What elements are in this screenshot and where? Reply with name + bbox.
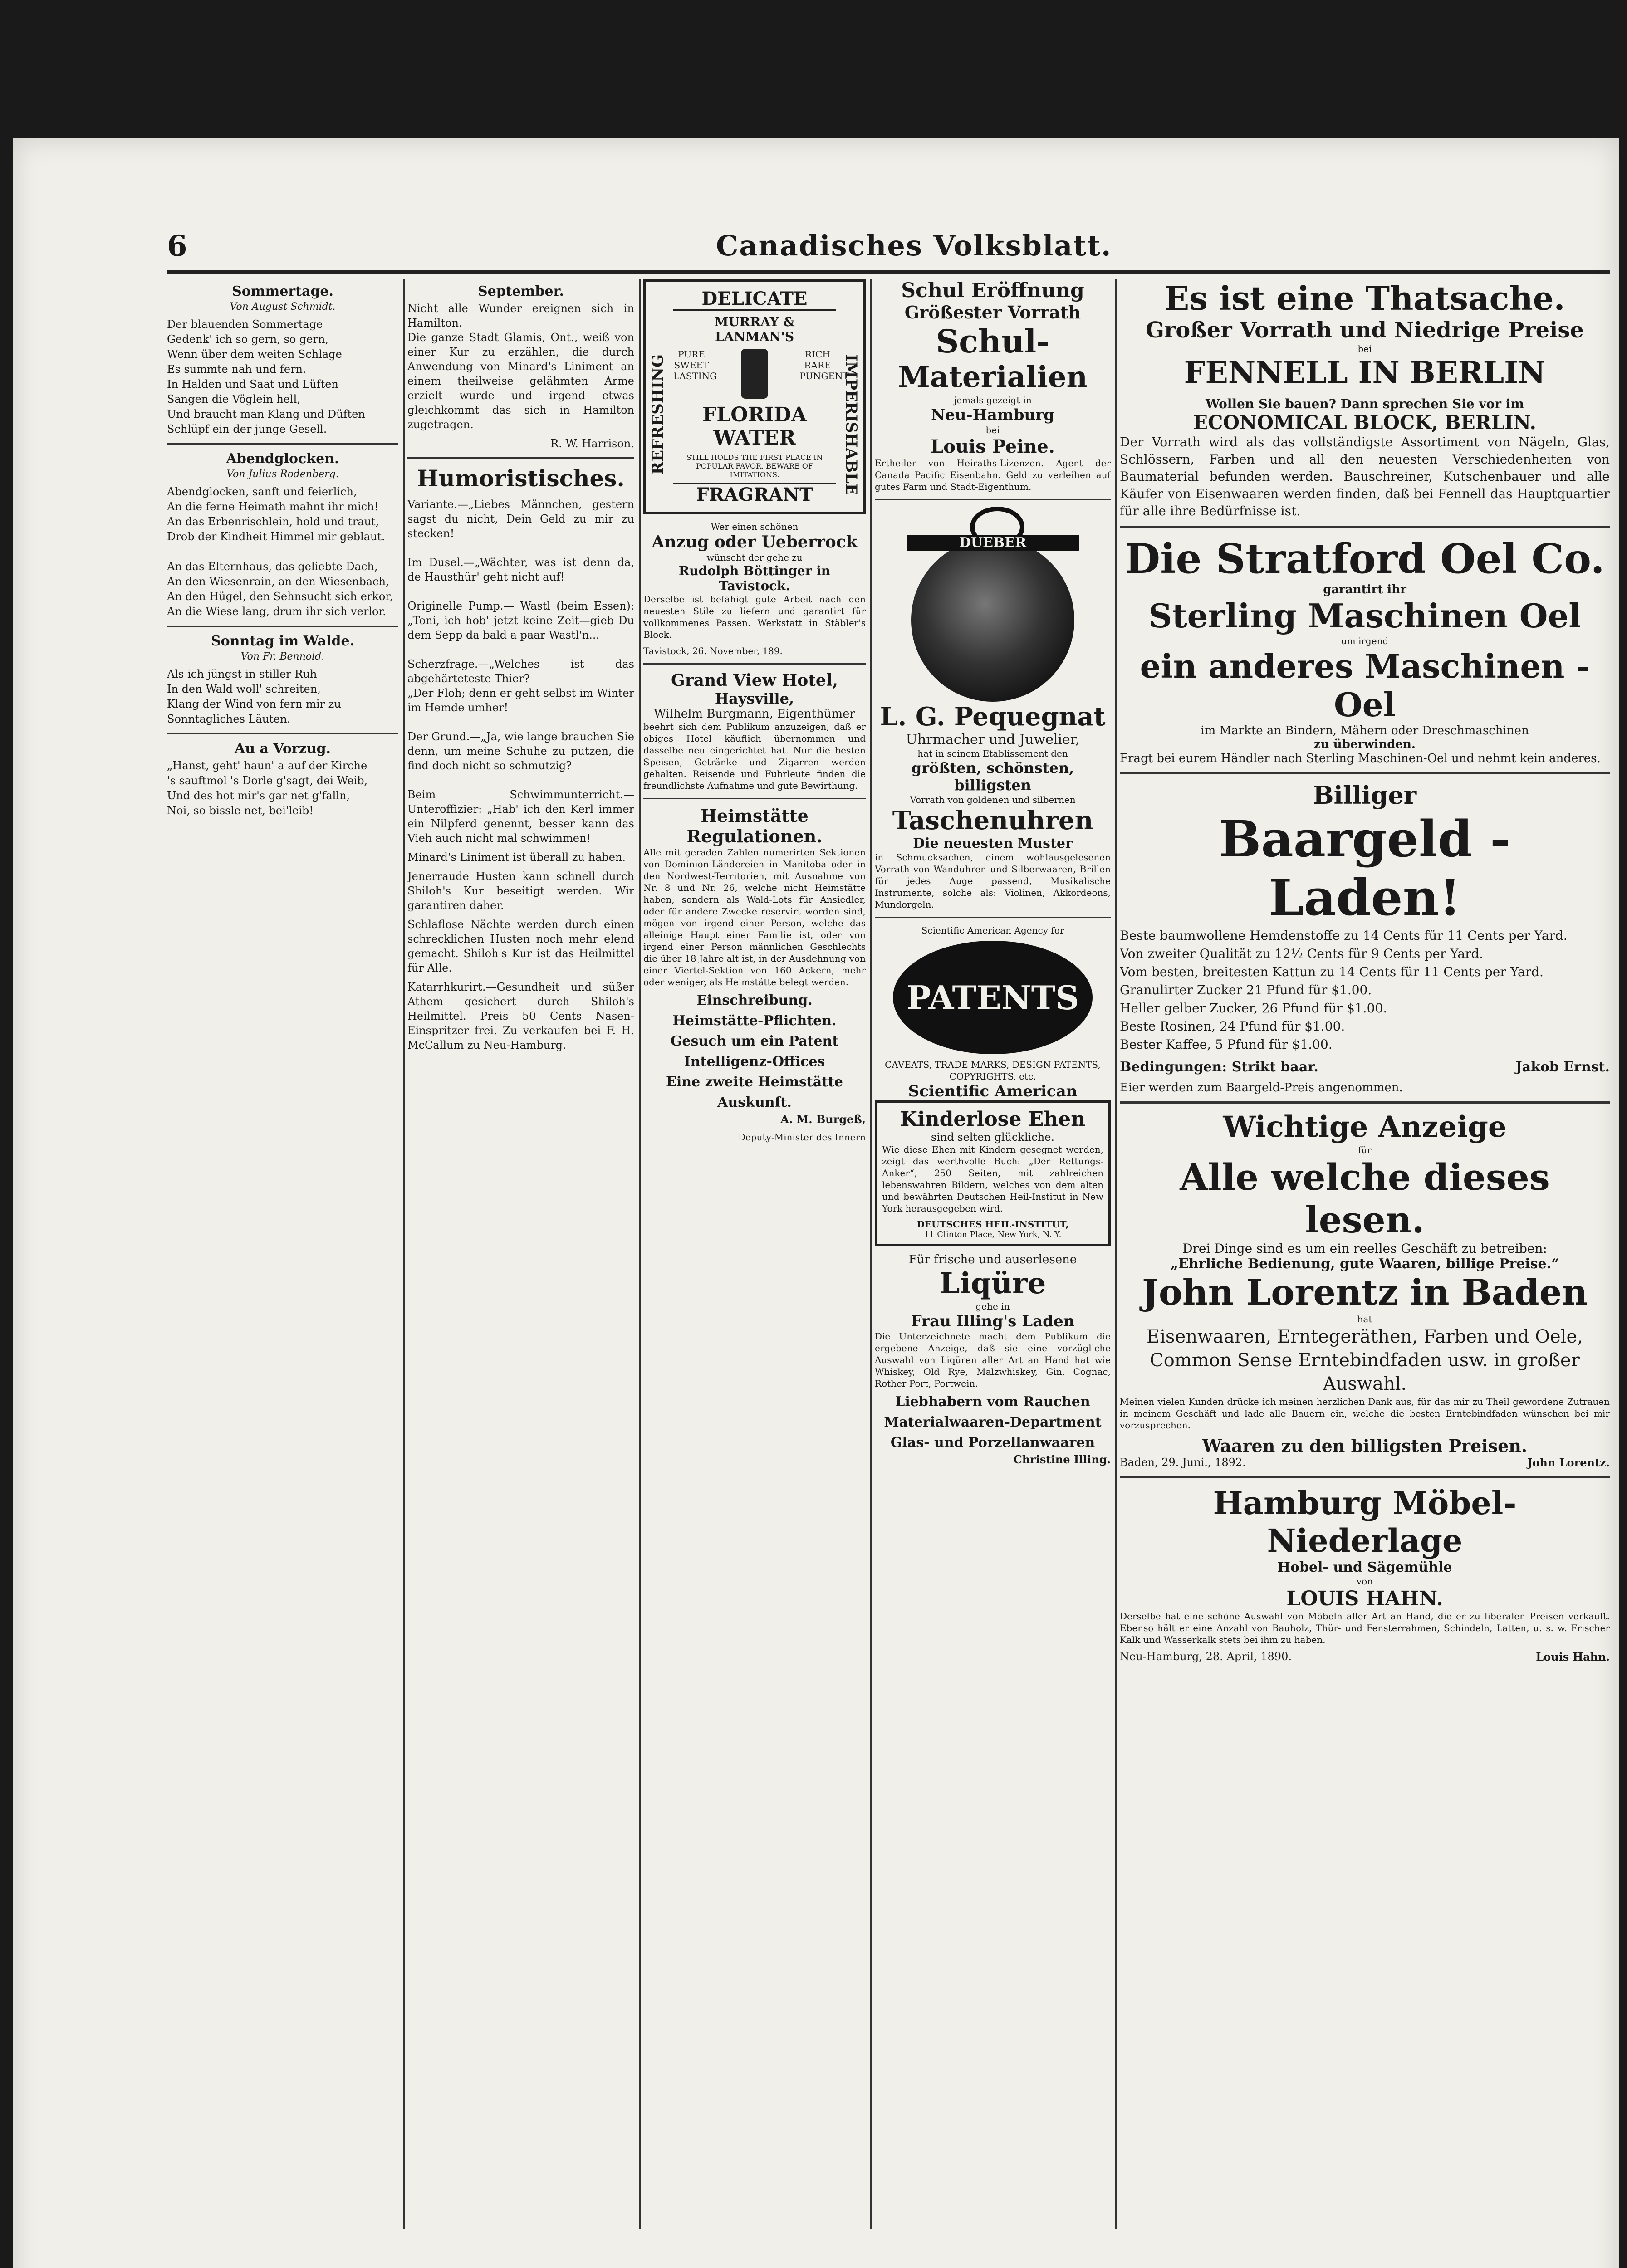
- hotel-owner: Wilhelm Burgmann, Eigenthümer: [654, 707, 855, 721]
- fennel-question: Wollen Sie bauen? Dann sprechen Sie vor im: [1205, 396, 1524, 411]
- school-sub: Größester Vorrath: [904, 302, 1081, 323]
- cash-price-item: Vom besten, breitesten Kattun zu 14 Cents für 11 Cents per Yard.: [1120, 964, 1544, 979]
- bottle-icon: [741, 349, 768, 399]
- divider: [875, 917, 1111, 918]
- second-homestead-title: Eine zweite Heimstätte: [666, 1074, 843, 1090]
- oil-over: zu überwinden.: [1314, 738, 1416, 751]
- fennel-text: Der Vorrath wird als das vollständigste Assortiment von Nägeln, Glas, Schlössern, Farben und all den neuesten Verschiedenheiten von Baumaterial befunden werden. Bauschreiner, Kutschenbauer und alle Käufer von Eisenwaaren werden finden, daß bei Fennell das Hauptquartier für alle ihre Bedürfnisse ist.: [1120, 435, 1610, 518]
- divider: [875, 499, 1111, 500]
- kinder-ad: [875, 1100, 1111, 1246]
- school-big: Schul-: [936, 323, 1050, 360]
- oil-other: ein anderes Maschinen - Oel: [1140, 647, 1590, 724]
- divider: [643, 798, 866, 799]
- jeweler-name: L. G. Pequegnat: [880, 702, 1106, 732]
- school-bei: bei: [985, 425, 1000, 435]
- patent-title: Gesuch um ein Patent: [670, 1033, 839, 1049]
- cash-price-list: [1120, 927, 1610, 1054]
- notice-title: September.: [478, 284, 564, 299]
- quality-left: PURE SWEET LASTING: [673, 349, 717, 381]
- column-shop-ads: [875, 279, 1111, 1471]
- kinder-text: Wie diese Ehen mit Kindern gesegnet werden, zeigt das werthvolle Buch: „Der Rettungs-Anker“, 250 Seiten, mit zahlreichen lebenswahren Bildern, welches von dem alten und bewährten Deutschen Heil-Institut in New York herausgegeben wird.: [882, 1144, 1103, 1214]
- lorentz-hat: hat: [1357, 1314, 1372, 1325]
- divider: [407, 457, 634, 459]
- school-heading: Schul Eröffnung: [901, 279, 1084, 302]
- patents-sub: CAVEATS, TRADE MARKS, DESIGN PATENTS, COPYRIGHTS, etc.: [885, 1059, 1101, 1082]
- divider: [1120, 526, 1610, 528]
- patents-top: Scientific American Agency for: [921, 925, 1064, 936]
- liquor-smoke: Liebhabern vom Rauchen: [895, 1394, 1090, 1410]
- poem-text: „Hanst, geht' haun' a auf der Kirche 's sauftmol 's Dorle g'sagt, dei Weib, Und des hot mir's gar net g'falln, Noi, so bissle net, bei'leib!: [167, 759, 368, 817]
- divider: [167, 733, 398, 734]
- poem-title: Sonntag im Walde.: [211, 633, 355, 649]
- hotel-text: beehrt sich dem Publikum anzuzeigen, daß er obiges Hotel käuflich übernommen und dasselbe neu eingerichtet hat. Nur die besten Speisen, Getränke und Zigarren werden gehalten. Reisende und Fuhrleute finden die freundlichste Aufnahme und gute Bewirthung.: [643, 721, 866, 791]
- cash-footer: Eier werden zum Baargeld-Preis angenommen.: [1120, 1081, 1403, 1095]
- lorentz-title: Wichtige Anzeige: [1223, 1110, 1507, 1144]
- hahn-sub: Hobel- und Sägemühle: [1277, 1559, 1452, 1575]
- suit-name: Rudolph Böttinger in Tavistock.: [678, 563, 831, 593]
- cash-price-item: Bester Kaffee, 5 Pfund für $1.00.: [1120, 1037, 1333, 1052]
- poem-title: Abendglocken.: [226, 451, 339, 467]
- humor-text: Variante.—„Liebes Männchen, gestern sagst du nicht, Dein Geld zu mir zu stecken! Im Dusel.—„Wächter, was ist denn da, de Hausthür' geht nicht auf! Originelle Pump.— Wastl (beim Essen): „Toni, ich hob' jetzt keine Zeit—gieb Du dem Sepp da bald a paar Wastl'n... Scherzfrage.—„Welches ist das abgehärteteste Thier? „Der Floh; denn er geht selbst im Winter im Hemde umher! Der Grund.—„Ja, wie lange brauchen Sie denn, um meine Schuhe zu putzen, die find doch nicht so schmutzig? Beim Schwimmunterricht.— Unteroffizier: „Hab' ich den Kerl immer ein Nilpferd genennt, besser kann das Vieh auch nicht mal schwimmen!: [407, 498, 634, 845]
- poem-author: Von Julius Rodenberg.: [226, 469, 339, 480]
- header-rule: [167, 270, 1610, 274]
- section-title: Humoristisches.: [417, 465, 625, 492]
- masthead: Canadisches Volksblatt.: [716, 229, 1112, 262]
- pocket-watch-icon: [907, 507, 1079, 697]
- signature: A. M. Burgeß,: [780, 1113, 866, 1126]
- column-poems: [167, 279, 398, 825]
- poem-title: Au a Vorzug.: [234, 741, 331, 757]
- page-header: [167, 225, 1610, 270]
- hahn-title: Hamburg Möbel-Niederlage: [1213, 1484, 1517, 1559]
- column-divider: [403, 279, 405, 2229]
- cough-ad: Jenerraude Husten kann schnell durch Shiloh's Kur beseitigt werden. Wir garantiren daher.: [407, 870, 634, 912]
- fennel-bei: bei: [1357, 343, 1372, 354]
- lorentz-price: Waaren zu den billigsten Preisen.: [1202, 1436, 1528, 1456]
- poem-text: Abendglocken, sanft und feierlich, An die ferne Heimath mahnt ihr mich! An das Erbenrischlein, hold und traut, Drob der Kindheit Himmel mir geblaut. An das Elternhaus, das geliebte Dach, An den Wiesenrain, an den Wiesenbach, An den Hügel, den Sehnsucht sich erkor, An die Wiese lang, drum ihr sich verlor.: [167, 485, 393, 618]
- cash-title: Baargeld - Laden!: [1219, 810, 1511, 927]
- school-big2: Materialien: [898, 360, 1088, 394]
- signature-role: Deputy-Minister des Innern: [738, 1132, 866, 1143]
- lorentz-text: Meinen vielen Kunden drücke ich meinen herzlichen Dank aus, für das mir zu Theil gewordene Zutrauen in meinem Geschäft und lade alle Bauern ein, welche die besten Erntebindfaden wünschen bei mir vorzusprechen.: [1120, 1396, 1610, 1431]
- kinder-sub: sind selten glückliche.: [931, 1131, 1055, 1144]
- oil-um: um irgend: [1341, 635, 1389, 646]
- school-owner: Louis Peine.: [931, 436, 1055, 457]
- lorentz-goods: Eisenwaaren, Erntegeräthen, Farben und Oele, Common Sense Erntebindfaden usw. in großer Auswahl.: [1147, 1326, 1583, 1394]
- kinder-inst: DEUTSCHES HEIL-INSTITUT,: [916, 1219, 1069, 1230]
- notice-signature: R. W. Harrison.: [550, 437, 634, 450]
- liquor-glass: Glas- und Porzellanwaaren: [890, 1435, 1095, 1451]
- suit-sub: wünscht der gehe zu: [706, 552, 803, 563]
- hotel-name: Grand View Hotel,: [671, 671, 838, 690]
- catarrh-ad: Katarrhkurirt.—Gesundheit und süßer Athem gesichert durch Shiloh's Heilmittel. Preis 50 Cents Nasen-Einspritzer frei. Zu verkaufen bei F. H. McCallum zu Neu-Hamburg.: [407, 981, 634, 1051]
- info-title: Intelligenz-Offices: [684, 1054, 825, 1070]
- suit-intro: Wer einen schönen: [711, 521, 799, 532]
- lorentz-sign: John Lorentz.: [1527, 1456, 1610, 1469]
- liquor-sub: gehe in: [975, 1301, 1010, 1312]
- brand-name: MURRAY & LANMAN'S: [714, 314, 795, 344]
- liquor-text: Die Unterzeichnete macht dem Publikum die ergebene Anzeige, daß sie eine vorzügliche Auswahl von Liqüren aller Art an Hand hat wie Whiskey, Old Rye, Malzwhiskey, Gin, Cognac, Rother Port, Portwein.: [875, 1331, 1111, 1389]
- lorentz-motto: „Ehrliche Bedienung, gute Waaren, billige Preise.“: [1170, 1256, 1559, 1272]
- cash-price-item: Beste Rosinen, 24 Pfund für $1.00.: [1120, 1019, 1345, 1034]
- ad-top-label: DELICATE: [673, 288, 836, 311]
- poem-author: Von August Schmidt.: [230, 301, 336, 313]
- oil-market: im Markte an Bindern, Mähern oder Dreschmaschinen: [1201, 724, 1529, 738]
- liquor-sign: Christine Illing.: [1013, 1453, 1111, 1466]
- oil-ask: Fragt bei eurem Händler nach Sterling Maschinen-Oel und nehmt kein anderes.: [1120, 752, 1601, 765]
- jeweler-desc: in Schmucksachen, einem wohlausgelesenen Vorrath von Wanduhren und Silberwaaren, Brillen für jedes Auge passend, Musikalische Instrumente, solche als: Violinen, Akkordeons, Mundorgeln.: [875, 852, 1111, 910]
- fennel-title: Es ist eine Thatsache.: [1164, 279, 1565, 318]
- divider: [1120, 772, 1610, 774]
- lorentz-name: John Lorentz in Baden: [1142, 1272, 1588, 1313]
- watch-brand: DUEBER: [907, 535, 1079, 551]
- cash-price-item: Granulirter Zucker 21 Pfund für $1.00.: [1120, 982, 1372, 997]
- liniment-note: Minard's Liniment ist überall zu haben.: [407, 851, 626, 864]
- liquor-dept: Materialwaaren-Department: [884, 1414, 1102, 1430]
- column-humor: [407, 279, 634, 1057]
- school-text: Ertheiler von Heiraths-Lizenzen. Agent der Canada Pacific Eisenbahn. Geld zu verleihen auf gutes Farm und Stadt-Eigenthum.: [875, 458, 1111, 492]
- suit-title: Anzug oder Ueberrock: [652, 533, 858, 552]
- hahn-text: Derselbe hat eine schöne Auswahl von Möbeln aller Art an Hand, die er zu liberalen Preisen verkauft. Ebenso hält er eine Anzahl von Bauholz, Thür- und Fensterrahmen, Schindeln, Latten, u. s. w. Frischer Kalk und Wasserkalk stets bei ihm zu haben.: [1120, 1611, 1610, 1645]
- poem-title: Sommertage.: [232, 284, 333, 299]
- school-small: jemals gezeigt in: [954, 395, 1032, 406]
- cash-cheap: Billiger: [1313, 781, 1417, 810]
- hahn-name: LOUIS HAHN.: [1286, 1587, 1443, 1610]
- suit-text: Derselbe ist befähigt gute Arbeit nach den neuesten Stile zu liefern und garantirt für vollkommenes Passen. Werkstatt in Stäbler's Block.: [643, 594, 866, 640]
- hotel-place: Haysville,: [715, 690, 794, 707]
- duties-title: Heimstätte-Pflichten.: [672, 1013, 837, 1029]
- poem-text: Der blauenden Sommertage Gedenk' ich so gern, so gern, Wenn über dem weiten Schlage Es summte nah und fern. In Halden und Saat und Lüften Sangen die Vöglein hell, Und braucht man Klang und Düften Schlüpf ein der junge Gesell.: [167, 318, 365, 435]
- hahn-sign: Louis Hahn.: [1536, 1650, 1610, 1663]
- oil-sterling: Sterling Maschinen Oel: [1148, 596, 1581, 635]
- column-divider: [1115, 279, 1117, 2229]
- divider: [1120, 1476, 1610, 1478]
- notice-text: Nicht alle Wunder ereignen sich in Hamilton. Die ganze Stadt Glamis, Ont., weiß von einer Kur zu erzählen, die durch Anwendung von Minard's Liniment an einem theilweise gelähmten Arme erzielt wurde und irgend etwas gleichkommt das sich in Hamilton zugetragen.: [407, 302, 634, 431]
- scientific-american: Scientific American: [908, 1082, 1078, 1100]
- liquor-title: Liqüre: [939, 1266, 1046, 1300]
- oil-company: Die Stratford Oel Co.: [1125, 535, 1605, 583]
- entry-title: Einschreibung.: [696, 992, 813, 1008]
- liquor-intro: Für frische und auserlesene: [908, 1253, 1077, 1266]
- cash-price-item: Beste baumwollene Hemdenstoffe zu 14 Cents für 11 Cents per Yard.: [1120, 928, 1568, 943]
- cash-price-item: Heller gelber Zucker, 26 Pfund für $1.00.: [1120, 1001, 1387, 1016]
- divider: [643, 663, 866, 665]
- fennel-block: ECONOMICAL BLOCK, BERLIN.: [1193, 411, 1537, 434]
- hahn-date: Neu-Hamburg, 28. April, 1890.: [1120, 1650, 1292, 1663]
- fennel-name: FENNELL IN BERLIN: [1184, 355, 1546, 390]
- column-divider: [639, 279, 641, 2229]
- jeweler-intro: hat in seinem Etablissement den: [917, 748, 1068, 759]
- side-label-right: IMPERISHABLE: [842, 354, 860, 495]
- hahn-von: von: [1356, 1576, 1373, 1587]
- jeweler-sub: Vorrath von goldenen und silbernen: [910, 794, 1076, 805]
- page-number: 6: [167, 229, 187, 263]
- kinder-title: Kinderlose Ehen: [900, 1108, 1086, 1131]
- lorentz-fuer: für: [1358, 1144, 1372, 1155]
- product-note: STILL HOLDS THE FIRST PLACE IN POPULAR FAVOR. BEWARE OF IMITATIONS.: [686, 453, 823, 479]
- product-name: FLORIDA WATER: [702, 403, 807, 450]
- regulations-text: Alle mit geraden Zahlen numerirten Sektionen von Dominion-Ländereien in Manitoba oder in den Nordwest-Territorien, mit Ausnahme von Nr. 8 und Nr. 26, welche nicht Heimstätte haben, sondern als Wald-Lots für Ansiedler, oder für andere Zwecke reservirt worden sind, mögen von irgend einer Person, welche das alleinige Haupt einer Familie ist, oder von irgend einer Person männlichen Geschlechts die über 18 Jahre alt ist, in der Ausdehnung von einer Viertel-Sektion von 160 Ackern, mehr oder weniger, als Heimstätte belegt werden.: [643, 847, 866, 987]
- lorentz-date: Baden, 29. Juni., 1892.: [1120, 1456, 1246, 1469]
- column-large-ads: [1120, 279, 1610, 1663]
- regulations-title: Heimstätte Regulationen.: [686, 806, 823, 846]
- side-label-left: REFRESHING: [649, 354, 667, 475]
- divider: [1120, 1101, 1610, 1104]
- newspaper-page: [13, 138, 1619, 2268]
- suit-date: Tavistock, 26. November, 189.: [643, 645, 783, 656]
- jeweler-big: Taschenuhren: [892, 806, 1093, 836]
- poem-author: Von Fr. Bennold.: [240, 651, 325, 662]
- column-divider: [870, 279, 872, 2229]
- cash-conditions: Bedingungen: Strikt baar.: [1120, 1059, 1318, 1075]
- jeweler-mid: größten, schönsten, billigsten: [911, 759, 1074, 794]
- oil-guarantee: garantirt ihr: [1323, 583, 1406, 596]
- jeweler-new: Die neuesten Muster: [913, 836, 1073, 851]
- lorentz-all: Alle welche dieses lesen.: [1180, 1156, 1550, 1241]
- kinder-addr: 11 Clinton Place, New York, N. Y.: [924, 1230, 1062, 1239]
- lorentz-three: Drei Dinge sind es um ein reelles Geschäft zu betreiben:: [1182, 1241, 1547, 1256]
- patents-badge: PATENTS: [893, 941, 1093, 1054]
- divider: [167, 626, 398, 627]
- school-town: Neu-Hamburg: [931, 406, 1054, 424]
- florida-water-ad: [643, 279, 866, 514]
- poem-text: Als ich jüngst in stiller Ruh In den Wald woll' schreiten, Klang der Wind von fern mir zu Sonntagliches Läuten.: [167, 668, 341, 725]
- cash-price-item: Von zweiter Qualität zu 12½ Cents für 9 Cents per Yard.: [1120, 946, 1484, 961]
- fennel-sub: Großer Vorrath und Niedrige Preise: [1146, 318, 1584, 343]
- cash-owner: Jakob Ernst.: [1515, 1059, 1610, 1075]
- info2-title: Auskunft.: [717, 1095, 792, 1110]
- column-ads-regulations: [643, 279, 866, 1148]
- ad-bottom-label: FRAGRANT: [673, 483, 836, 505]
- quality-right: RICH RARE PUNGENT: [799, 349, 849, 381]
- sleep-ad: Schlaflose Nächte werden durch einen schrecklichen Husten noch mehr elend gemacht. Shiloh's Kur ist das Heilmittel für Alle.: [407, 918, 634, 974]
- jeweler-role: Uhrmacher und Juwelier,: [906, 732, 1080, 748]
- divider: [167, 443, 398, 445]
- liquor-shop: Frau Illing's Laden: [911, 1312, 1075, 1330]
